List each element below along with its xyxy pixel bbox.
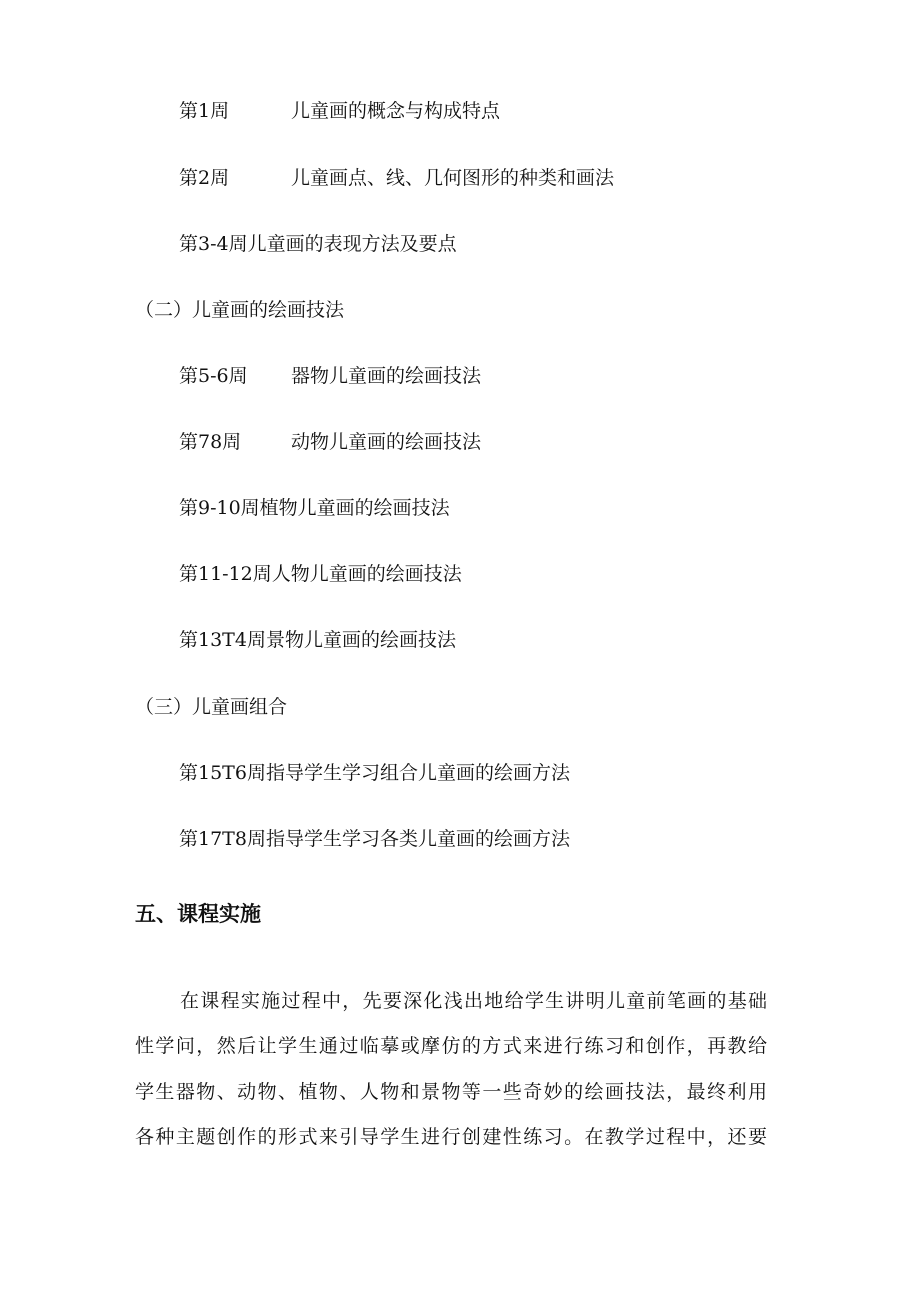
chapter-heading: 五、课程实施 (135, 902, 261, 926)
week-topic: 儿童画的概念与构成特点 (291, 100, 501, 122)
paragraph-line: 性学问，然后让学生通过临摹或摩仿的方式来进行练习和创作，再教给 (135, 1035, 767, 1057)
schedule-row-week-11-12: 第11-12周人物儿童画的绘画技法 (179, 563, 462, 585)
schedule-row-week-9-10: 第9-10周植物儿童画的绘画技法 (179, 497, 450, 519)
week-label: 第2周 (179, 167, 230, 189)
schedule-row-week-3-4: 第3-4周儿童画的表现方法及要点 (179, 233, 457, 255)
schedule-row-week-17-18: 第17T8周指导学生学习各类儿童画的绘画方法 (179, 828, 570, 850)
schedule-row-week-1 (179, 99, 501, 123)
week-label: 第5-6周 (179, 365, 248, 387)
schedule-row-week-15-16: 第15T6周指导学生学习组合儿童画的绘画方法 (179, 762, 570, 784)
week-label: 第78周 (179, 431, 242, 453)
schedule-row-week-7-8 (179, 430, 482, 454)
week-topic: 动物儿童画的绘画技法 (291, 431, 482, 453)
week-topic: 儿童画点、线、几何图形的种类和画法 (291, 167, 615, 189)
week-topic: 器物儿童画的绘画技法 (291, 365, 482, 387)
paragraph-line: 学生器物、动物、植物、人物和景物等一些奇妙的绘画技法，最终利用 (135, 1081, 767, 1103)
section-heading-3: （三）儿童画组合 (135, 696, 288, 718)
schedule-row-week-2 (179, 166, 615, 190)
schedule-row-week-13-14: 第13T4周景物儿童画的绘画技法 (179, 629, 456, 651)
schedule-row-week-5-6 (179, 364, 482, 388)
section-heading-2: （二）儿童画的绘画技法 (135, 299, 345, 321)
week-label: 第1周 (179, 100, 230, 122)
paragraph-line: 各种主题创作的形式来引导学生进行创建性练习。在教学过程中，还要 (135, 1126, 767, 1148)
paragraph-line: 在课程实施过程中，先要深化浅出地给学生讲明儿童前笔画的基础 (180, 990, 767, 1012)
